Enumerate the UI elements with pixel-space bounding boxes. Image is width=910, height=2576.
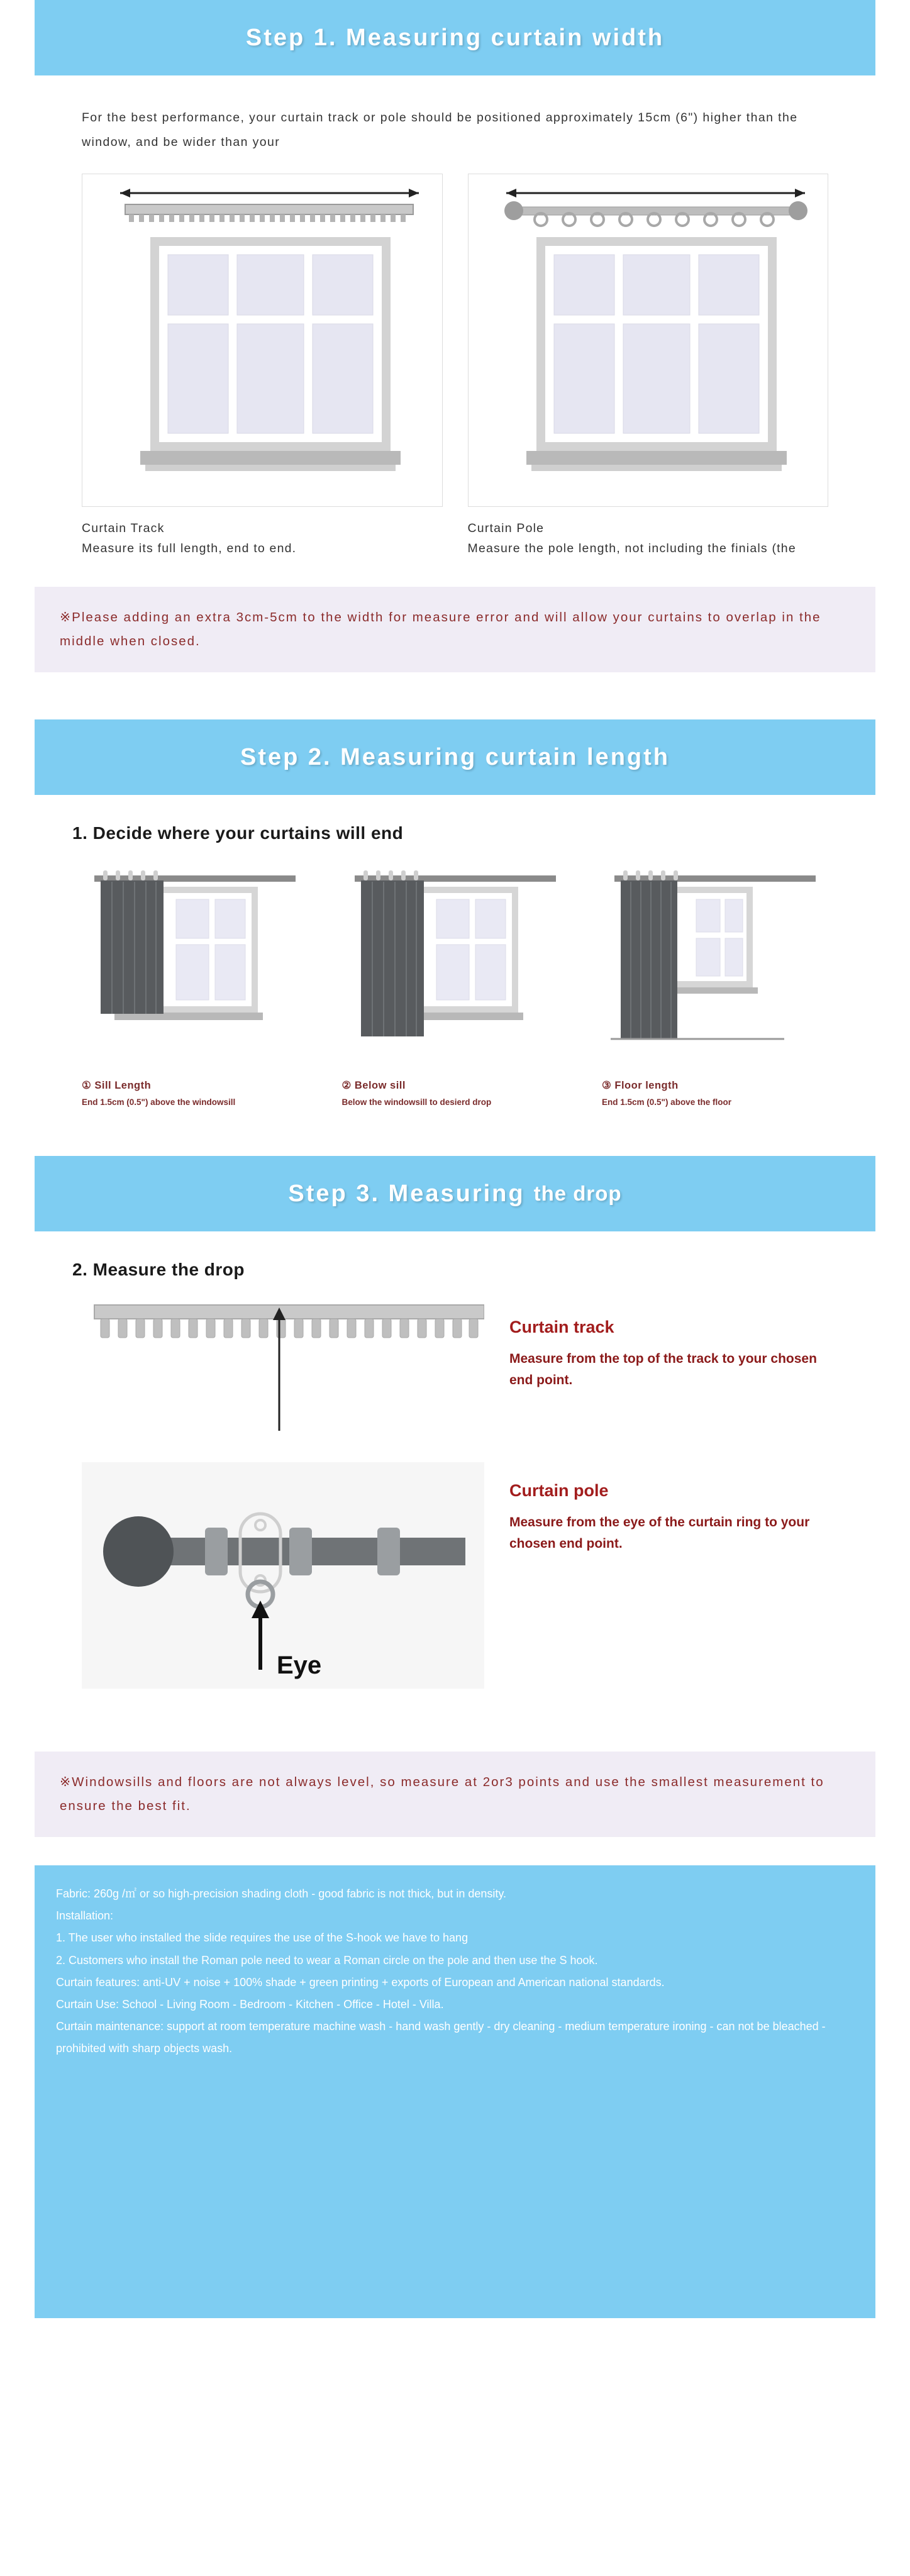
curtain-pole-title: Curtain pole — [509, 1481, 609, 1501]
below-sill-illustration — [342, 865, 569, 1073]
footer-line-5: Curtain features: anti-UV + noise + 100% shade + green printing + exports of European and American national standards. — [56, 1975, 665, 1989]
step1-note: ※Please adding an extra 3cm-5cm to the width for measure error and will allow your curtains to overlap in the middle when closed. — [35, 587, 875, 672]
curtain-pole-body: Measure from the eye of the curtain ring to your chosen end point. — [509, 1515, 810, 1552]
below-sill-label: ② Below sill — [341, 1080, 406, 1092]
pole-measure-illustration — [82, 1462, 484, 1689]
caption-pole-body: Measure the pole length, not including the finials (the — [467, 541, 796, 556]
curtain-pole-diagram — [468, 174, 829, 507]
below-sill-item — [342, 865, 569, 1109]
pole-measure-text — [509, 1462, 828, 1554]
measure-pole-row — [82, 1462, 828, 1689]
step1-captions — [82, 518, 828, 558]
caption-track-body: Measure its full length, end to end. — [82, 541, 297, 556]
step2-heading: 1. Decide where your curtains will end — [72, 823, 404, 843]
curtain-track-diagram — [82, 174, 443, 507]
curtain-track-illustration — [82, 174, 443, 507]
sill-length-desc: End 1.5cm (0.5") above the windowsill — [82, 1097, 236, 1108]
footer-line-4: 2. Customers who install the Roman pole need to wear a Roman circle on the pole and then use the S hook. — [56, 1953, 598, 1967]
eye-label: Eye — [277, 1652, 322, 1680]
product-details-block — [35, 1865, 875, 2318]
footer-line-6: Curtain Use: School - Living Room - Bedroom - Kitchen - Office - Hotel - Villa. — [56, 1997, 444, 2011]
footer-line-2: Installation: — [56, 1909, 114, 1923]
step2-diagrams — [82, 865, 828, 1109]
step3-note: ※Windowsills and floors are not always level, so measure at 2or3 points and use the smallest measurement to ensure the best fit. — [35, 1752, 875, 1837]
step3-title: Step 3. Measuring — [288, 1180, 525, 1207]
measure-track-row — [82, 1299, 828, 1443]
step2-title: Step 2. Measuring curtain length — [240, 743, 670, 770]
curtain-track-body: Measure from the top of the track to your chosen end point. — [509, 1352, 817, 1388]
footer-line-3: 1. The user who installed the slide requires the use of the S-hook we have to hang — [56, 1931, 469, 1945]
floor-length-label: ③ Floor length — [602, 1080, 679, 1092]
step1-diagrams — [82, 174, 828, 507]
below-sill-desc: Below the windowsill to desierd drop — [341, 1097, 492, 1108]
sill-length-item — [82, 865, 308, 1109]
step1-intro-text: For the best performance, your curtain track or pole should be positioned approximately 15cm (6") higher than the window, and be wider than your — [82, 111, 798, 149]
floor-length-desc: End 1.5cm (0.5") above the floor — [602, 1097, 731, 1108]
footer-line-7: Curtain maintenance: support at room temperature machine wash - hand wash gently - dry cleaning - medium temperature ironing - can not be bleached - prohibited with sharp objects wash. — [56, 2019, 826, 2055]
curtain-track-title: Curtain track — [509, 1318, 614, 1337]
floor-length-illustration — [602, 865, 828, 1073]
footer-line-1: Fabric: 260g /㎡ or so high-precision shading cloth - good fabric is not thick, but in density. — [56, 1887, 507, 1901]
step1-title: Step 1. Measuring curtain width — [245, 24, 665, 51]
caption-pole-title: Curtain Pole — [467, 521, 545, 535]
track-measure-illustration — [82, 1299, 484, 1443]
caption-curtain-pole — [468, 518, 829, 558]
step1-banner — [35, 0, 875, 75]
curtain-pole-illustration — [469, 174, 829, 507]
step2-banner — [35, 719, 875, 795]
step3-subtitle: the drop — [533, 1182, 622, 1206]
sill-length-illustration — [82, 865, 308, 1073]
sill-length-label: ① Sill Length — [82, 1080, 152, 1092]
floor-length-item — [602, 865, 828, 1109]
step3-heading: 2. Measure the drop — [72, 1260, 245, 1280]
step3-banner — [35, 1156, 875, 1231]
track-measure-text — [509, 1299, 828, 1391]
caption-track-title: Curtain Track — [82, 521, 165, 535]
caption-curtain-track — [82, 518, 443, 558]
